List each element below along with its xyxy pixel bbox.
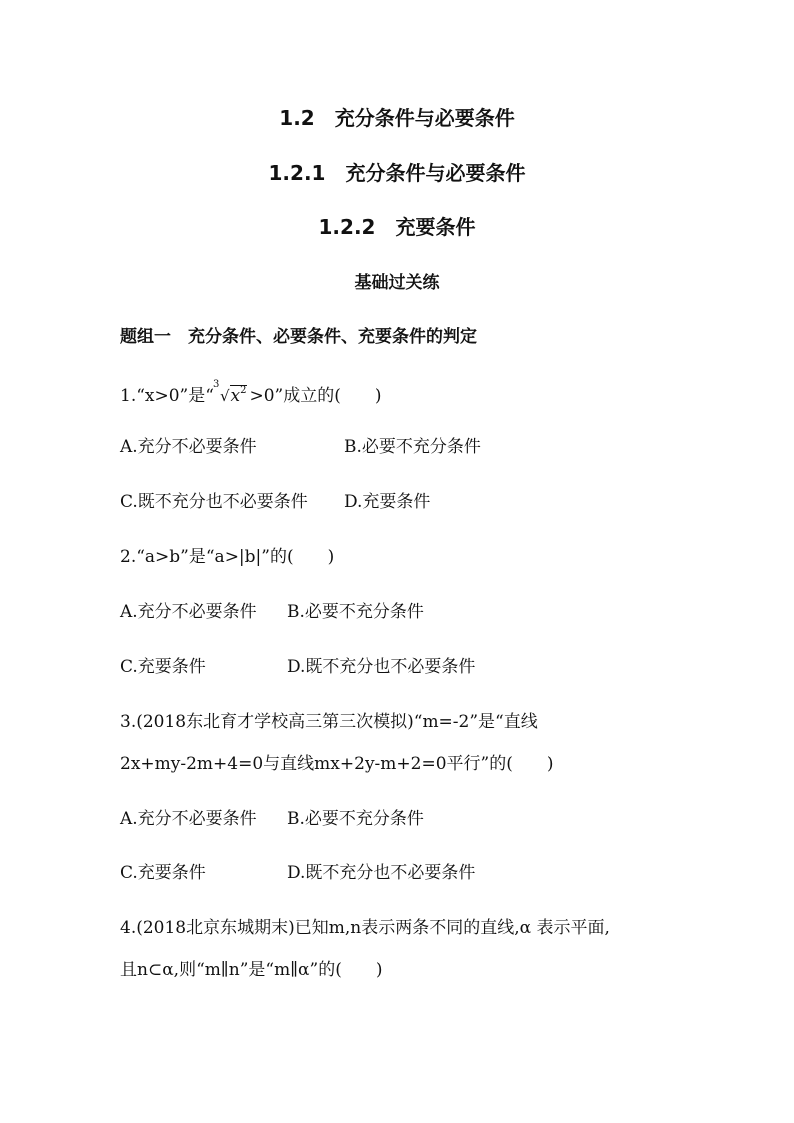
q2-option-d: D.既不充分也不必要条件: [287, 657, 476, 677]
question-1-stem: [120, 380, 382, 407]
q1-option-a: A.充分不必要条件: [120, 437, 257, 457]
question-1-options-row-1: [120, 436, 481, 458]
cube-root-expression: 3 $√x^2$: [220, 380, 248, 407]
question-3-stem-line-1: 3.(2018东北育才学校高三第三次模拟)“m=-2”是“直线: [120, 712, 538, 732]
q2-option-b: B.必要不充分条件: [287, 602, 424, 622]
q1-option-d: D.充要条件: [344, 492, 431, 512]
q1-prefix: 1.“x>0”是“: [120, 386, 214, 406]
question-3-options-row-1: [120, 808, 424, 830]
question-4-stem-line-1: 4.(2018北京东城期末)已知m,n表示两条不同的直线,α 表示平面,: [120, 918, 610, 938]
question-1-options-row-2: [120, 491, 431, 513]
question-4-stem-line-2: 且n⊂α,则“m∥n”是“m∥α”的( ): [120, 960, 383, 980]
q1-option-c: C.既不充分也不必要条件: [120, 492, 308, 512]
q3-option-c: C.充要条件: [120, 863, 206, 883]
q3-option-a: A.充分不必要条件: [120, 809, 257, 829]
q2-option-c: C.充要条件: [120, 657, 206, 677]
root-base: x: [230, 386, 241, 406]
group-heading: 题组一 充分条件、必要条件、充要条件的判定: [120, 327, 477, 347]
question-2-options-row-1: [120, 601, 424, 623]
question-2-options-row-2: [120, 656, 476, 678]
q2-option-a: A.充分不必要条件: [120, 602, 257, 622]
subsection-title-1: 1.2.1 充分条件与必要条件: [268, 161, 526, 185]
q1-suffix: >0”成立的( ): [249, 386, 382, 406]
question-2-stem: 2.“a>b”是“a>|b|”的( ): [120, 547, 335, 567]
question-3-stem-line-2: 2x+my-2m+4=0与直线mx+2y-m+2=0平行”的( ): [120, 754, 554, 774]
q3-option-d: D.既不充分也不必要条件: [287, 863, 476, 883]
root-index: 3: [212, 379, 220, 390]
question-3-options-row-2: [120, 862, 476, 884]
section-title: 1.2 充分条件与必要条件: [279, 106, 515, 130]
exercise-title: 基础过关练: [354, 273, 440, 293]
root-exponent: 2: [240, 385, 247, 396]
q3-option-b: B.必要不充分条件: [287, 809, 424, 829]
subsection-title-2: 1.2.2 充要条件: [318, 215, 476, 239]
q1-option-b: B.必要不充分条件: [344, 437, 481, 457]
